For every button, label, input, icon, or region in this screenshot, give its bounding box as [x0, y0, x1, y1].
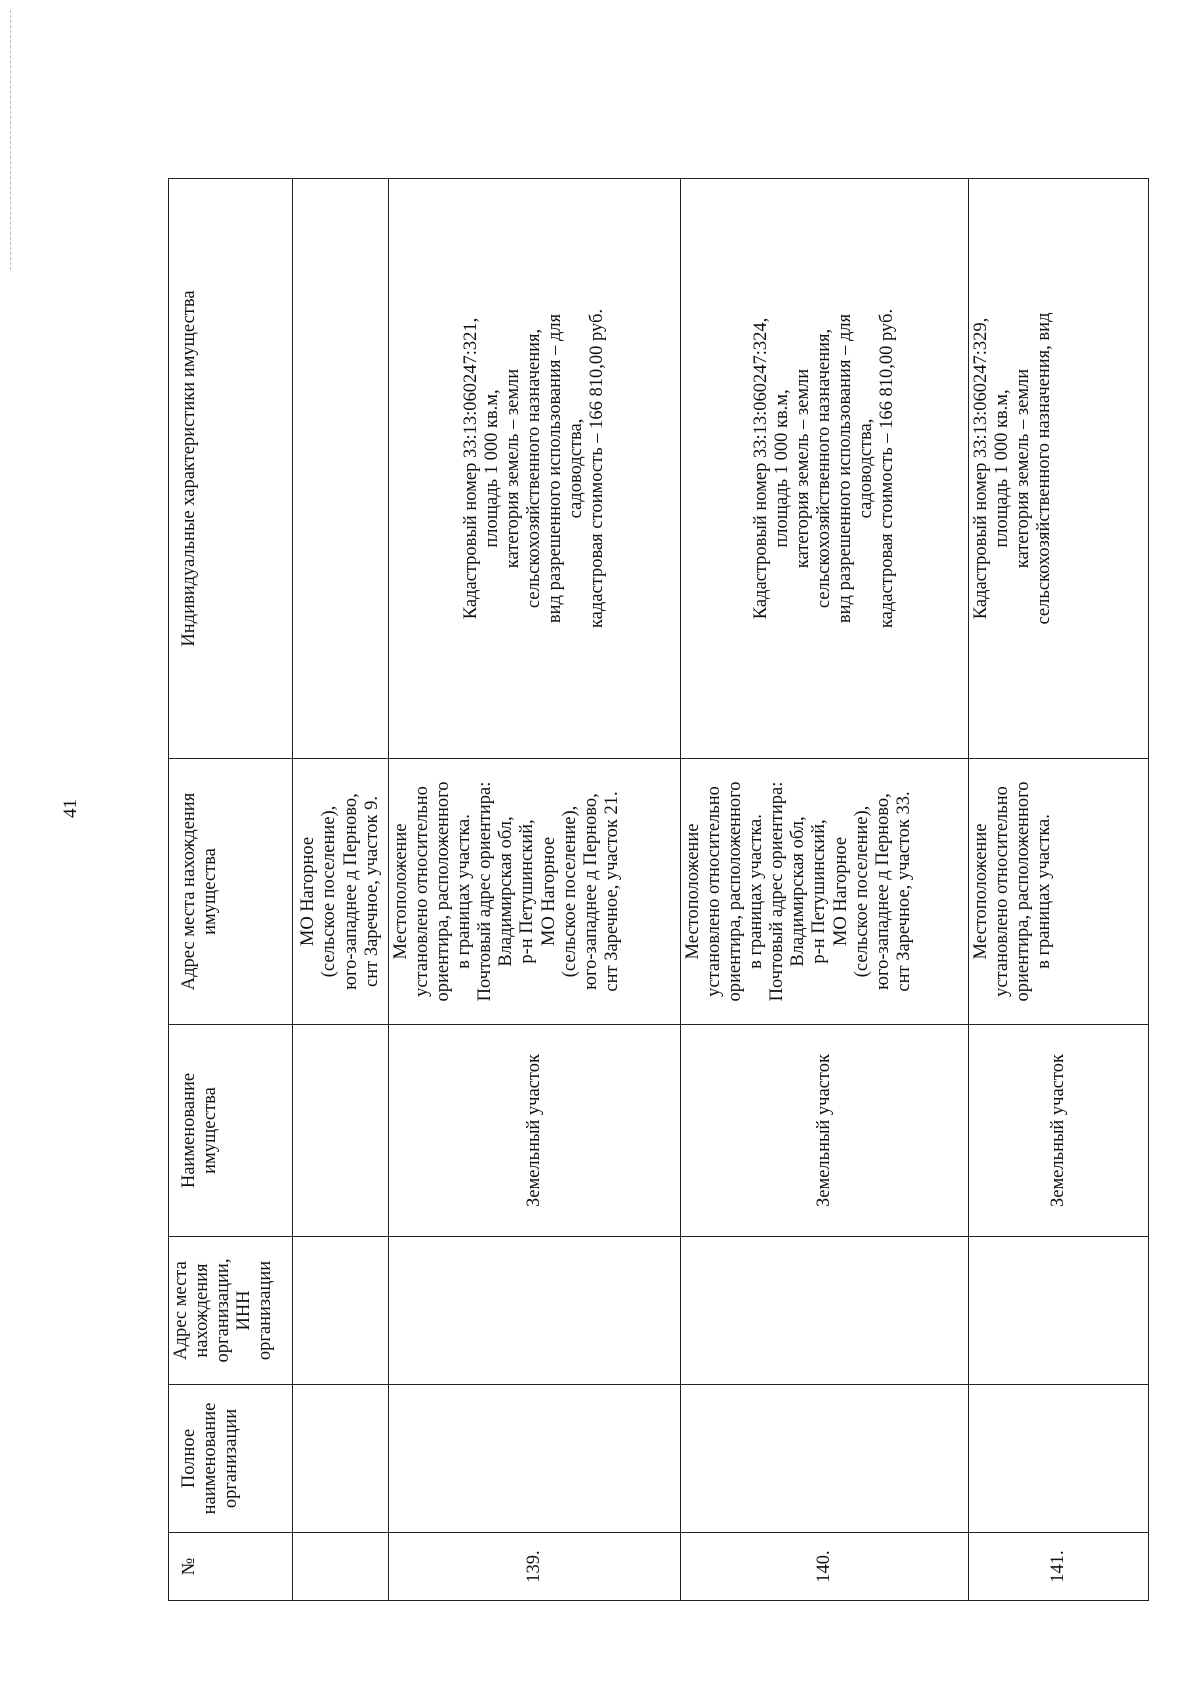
cell-org-name — [681, 1385, 969, 1533]
table-row — [389, 179, 681, 1601]
cell-characteristics: Кадастровый номер 33:13:060247:329, площадь 1 000 кв.м, категория земель – земли сельскохозяйственного назначения, вид — [969, 179, 1149, 759]
cell-address: Местоположение установлено относительно ориентира, расположенного в границах участка. Почтовый адрес ориентира: Владимирская обл, р-н Петушинский, МО Нагорное (сельское поселение), юго-западнее д Перново, снт Заречное, участок 21. — [389, 759, 681, 1025]
cell-num — [293, 1533, 389, 1601]
cell-num: 141. — [969, 1533, 1149, 1601]
scan-edge-mark — [10, 10, 12, 270]
cell-property-name: Земельный участок — [969, 1025, 1149, 1237]
cell-org-address — [681, 1237, 969, 1385]
cell-org-address — [293, 1237, 389, 1385]
cell-address: Местоположение установлено относительно ориентира, расположенного в границах участка. Почтовый адрес ориентира: Владимирская обл, р-н Петушинский, МО Нагорное (сельское поселение), юго-западнее д Перново, снт Заречное, участок 33. — [681, 759, 969, 1025]
cell-characteristics: Кадастровый номер 33:13:060247:321, площадь 1 000 кв.м, категория земель – земли сельскохозяйственного назначения, вид разрешенного использования – для садоводства, кадастровая стоимость – 166 810,00 руб. — [389, 179, 681, 759]
table-row — [681, 179, 969, 1601]
cell-org-name — [389, 1385, 681, 1533]
property-table — [168, 178, 1149, 1601]
table-rotated-container — [168, 179, 1148, 1601]
cell-property-name: Земельный участок — [681, 1025, 969, 1237]
cell-address: Местоположение установлено относительно ориентира, расположенного в границах участка. — [969, 759, 1149, 1025]
cell-org-name — [293, 1385, 389, 1533]
cell-characteristics: Кадастровый номер 33:13:060247:324, площадь 1 000 кв.м, категория земель – земли сельскохозяйственного назначения, вид разрешенного использования – для садоводства, кадастровая стоимость – 166 810,00 руб. — [681, 179, 969, 759]
table-header-row — [169, 179, 293, 1601]
table-row — [969, 179, 1149, 1601]
page-number: 41 — [60, 799, 81, 818]
cell-num: 140. — [681, 1533, 969, 1601]
table-row-continuation — [293, 179, 389, 1601]
header-characteristics: Индивидуальные характеристики имущества — [169, 179, 293, 759]
cell-address: МО Нагорное (сельское поселение), юго-западнее д Перново, снт Заречное, участок 9. — [293, 759, 389, 1025]
header-property-name: Наименование имущества — [169, 1025, 293, 1237]
header-property-address: Адрес места нахождения имущества — [169, 759, 293, 1025]
header-org-name: Полное наименование организации — [169, 1385, 293, 1533]
cell-org-name — [969, 1385, 1149, 1533]
cell-num: 139. — [389, 1533, 681, 1601]
cell-property-name: Земельный участок — [389, 1025, 681, 1237]
header-org-address: Адрес места нахождения организации, ИНН организации — [169, 1237, 293, 1385]
header-num: № — [169, 1533, 293, 1601]
cell-property-name — [293, 1025, 389, 1237]
cell-org-address — [969, 1237, 1149, 1385]
cell-characteristics — [293, 179, 389, 759]
cell-org-address — [389, 1237, 681, 1385]
